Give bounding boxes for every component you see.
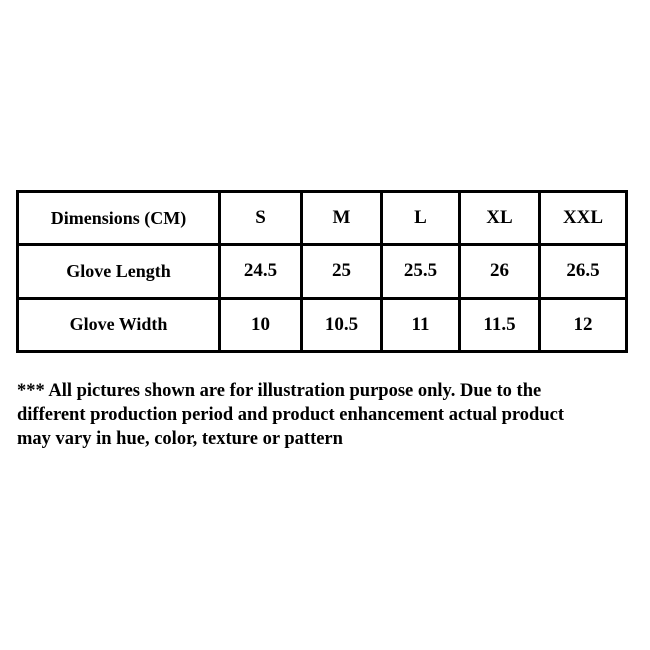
header-size-l: L: [382, 192, 460, 245]
cell-width-xxl: 12: [540, 298, 627, 351]
cell-length-xl: 26: [460, 245, 540, 298]
cell-width-l: 11: [382, 298, 460, 351]
cell-width-m: 10.5: [302, 298, 382, 351]
cell-length-m: 25: [302, 245, 382, 298]
disclaimer-note: *** All pictures shown are for illustration purpose only. Due to the different production period and product enhancement actual product may vary in hue, color, texture or pattern: [17, 381, 564, 449]
header-size-xxl: XXL: [540, 192, 627, 245]
row-label-glove-width: Glove Width: [18, 298, 220, 351]
cell-length-xxl: 26.5: [540, 245, 627, 298]
cell-length-l: 25.5: [382, 245, 460, 298]
size-chart-table: [16, 190, 628, 353]
header-size-xl: XL: [460, 192, 540, 245]
row-label-glove-length: Glove Length: [18, 245, 220, 298]
header-size-s: S: [220, 192, 302, 245]
cell-width-xl: 11.5: [460, 298, 540, 351]
table-row-glove-width: [18, 298, 627, 351]
header-size-m: M: [302, 192, 382, 245]
table-row-glove-length: [18, 245, 627, 298]
cell-length-s: 24.5: [220, 245, 302, 298]
header-dimensions: Dimensions (CM): [18, 192, 220, 245]
table-header-row: [18, 192, 627, 245]
cell-width-s: 10: [220, 298, 302, 351]
